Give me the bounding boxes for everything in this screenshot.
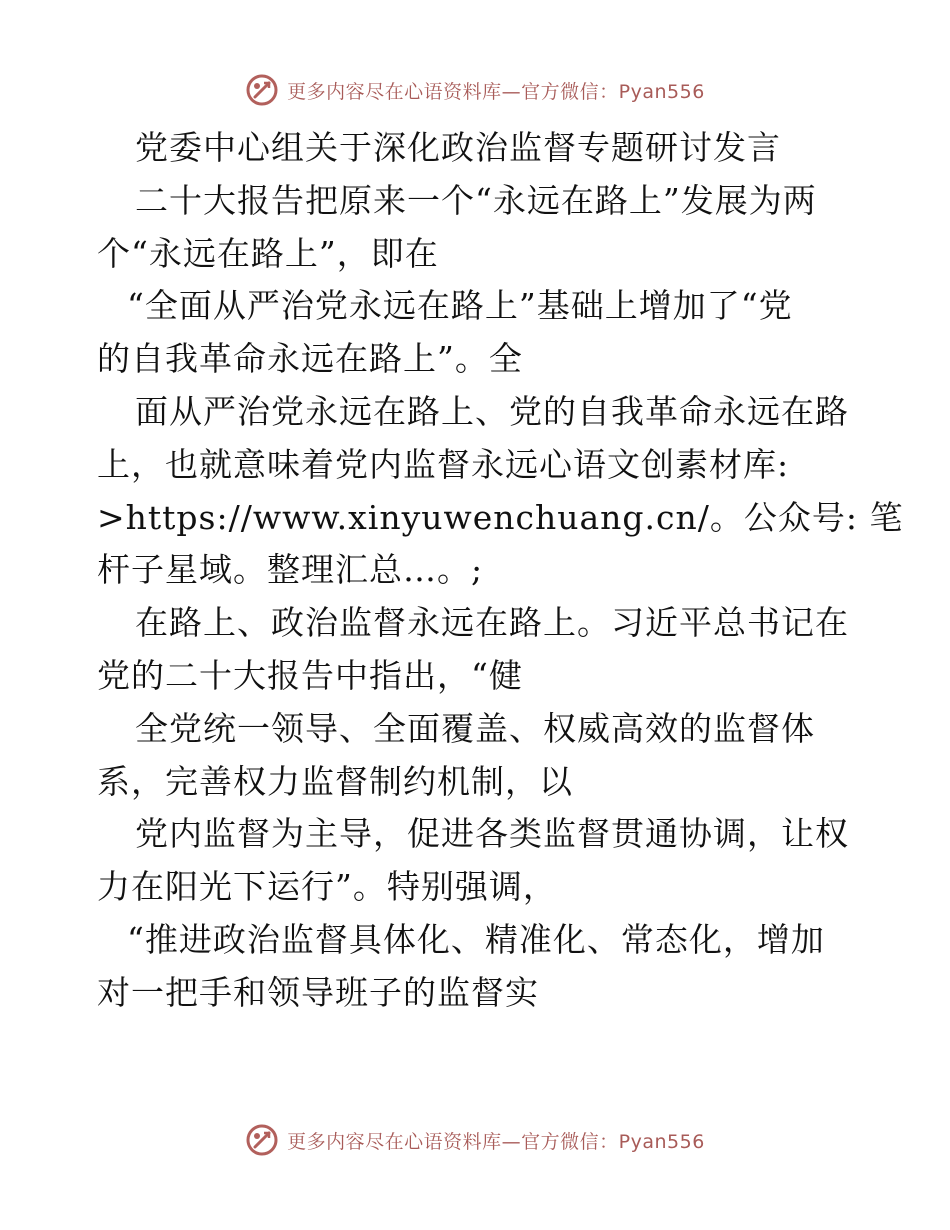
paragraph-line: 党内监督为主导，促进各类监督贯通协调，让权 [135,814,849,854]
paragraph-line: “推进政治监督具体化、精准化、常态化，增加 [127,919,825,959]
paragraph-line: 杆子星域。整理汇总…。; [97,550,484,590]
paragraph-line: 力在阳光下运行”。特别强调， [97,867,557,907]
paragraph-line: 在路上、政治监督永远在路上。习近平总书记在 [135,603,849,643]
header-banner-text: 更多内容尽在心语资料库—官方微信：Pyan556 [287,80,705,103]
paragraph-line: >https://www.xinyuwenchuang.cn/。公众号: 笔 [97,497,904,537]
paragraph-line: 全党统一领导、全面覆盖、权威高效的监督体 [135,708,815,748]
document-title: 党委中心组关于深化政治监督专题研讨发言 [135,128,781,167]
paragraph-line: 二十大报告把原来一个“永远在路上”发展为两 [135,180,817,220]
header-banner [0,70,950,110]
paragraph-line: 面从严治党永远在路上、党的自我革命永远在路 [135,391,849,431]
paragraph-line: 对一把手和领导班子的监督实 [97,972,539,1012]
paragraph-line: 个“永远在路上”，即在 [97,233,439,273]
footer-banner-text: 更多内容尽在心语资料库—官方微信：Pyan556 [287,1130,705,1153]
paragraph-line: 上，也就意味着党内监督永远心语文创素材库: [97,444,790,484]
logo-icon [245,73,279,107]
logo-icon [245,1123,279,1157]
footer-banner [0,1120,950,1160]
document-body [97,122,904,1020]
paragraph-line: “全面从严治党永远在路上”基础上增加了“党 [127,286,793,326]
paragraph-line: 的自我革命永远在路上”。全 [97,339,523,379]
paragraph-line: 系，完善权力监督制约机制，以 [97,761,573,801]
paragraph-line: 党的二十大报告中指出，“健 [97,655,523,695]
